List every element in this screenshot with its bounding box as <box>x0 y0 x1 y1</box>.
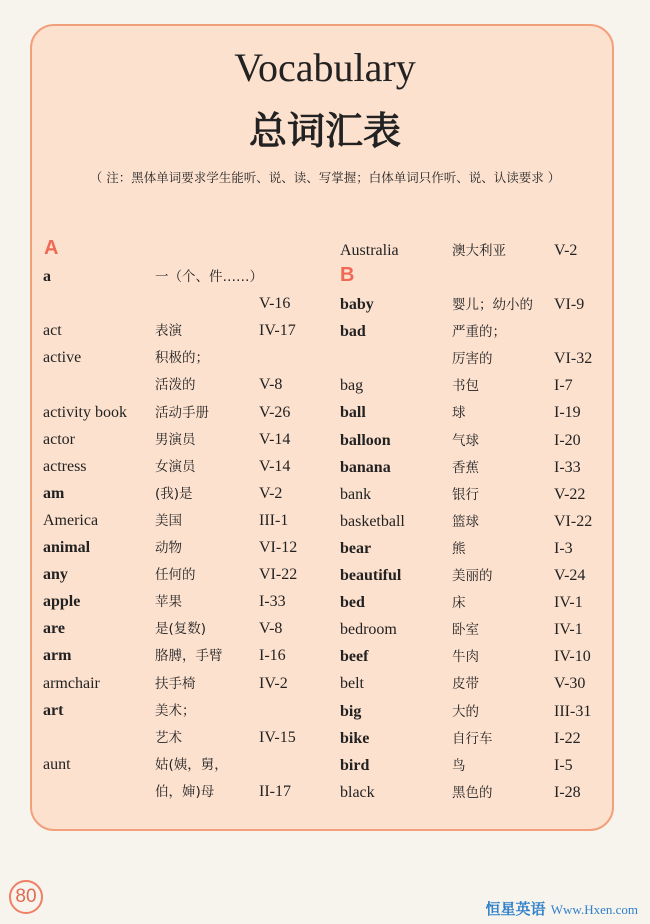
vocab-unit: V-16 <box>259 295 291 313</box>
vocab-meaning: 鸟 <box>452 757 466 774</box>
vocab-meaning: 扶手椅 <box>155 675 196 692</box>
vocab-word: bad <box>340 323 366 341</box>
vocab-word: black <box>340 783 375 801</box>
vocab-word: belt <box>340 675 364 693</box>
vocab-meaning: 婴儿；幼小的 <box>452 297 533 313</box>
vocab-word: act <box>43 322 62 340</box>
vocab-word: apple <box>43 593 81 611</box>
vocab-unit: IV-1 <box>554 621 583 639</box>
vocab-unit: V-2 <box>554 242 578 259</box>
vocab-word: bird <box>340 756 370 774</box>
vocab-meaning: 胳膊，手臂 <box>155 648 223 665</box>
vocab-meaning: 是(复数) <box>155 621 207 638</box>
vocab-unit: I-33 <box>554 458 581 476</box>
site-url: Www.Hxen.com <box>550 902 638 917</box>
vocab-unit: I-33 <box>259 593 286 611</box>
vocab-meaning: 自行车 <box>452 730 493 747</box>
usage-note: （ 注：黑体单词要求学生能听、说、读、写掌握；白体单词只作听、说、认读要求 ） <box>89 170 561 185</box>
vocab-unit: VI-9 <box>554 296 585 313</box>
site-watermark <box>486 898 639 919</box>
vocab-word: America <box>43 511 99 529</box>
vocab-word: bag <box>340 377 364 395</box>
vocab-unit: IV-10 <box>554 648 591 666</box>
vocab-word: actor <box>43 430 75 448</box>
vocab-unit: VI-32 <box>554 350 593 368</box>
vocab-meaning: 书包 <box>452 378 479 395</box>
vocab-unit: V-22 <box>554 485 586 503</box>
vocab-word: art <box>43 701 64 719</box>
vocab-unit: I-3 <box>554 539 573 557</box>
vocab-unit: III-31 <box>554 702 592 720</box>
vocab-meaning: 苹果 <box>155 594 182 611</box>
vocab-word: armchair <box>43 674 100 692</box>
vocab-word: arm <box>43 647 72 665</box>
vocab-word: active <box>43 349 82 367</box>
vocab-meaning: 姑(姨，舅， <box>155 756 228 773</box>
vocab-unit: I-5 <box>554 756 573 774</box>
vocab-unit: V-26 <box>259 403 291 421</box>
section-letter-a: A <box>44 237 59 259</box>
vocab-meaning: (我)是 <box>155 485 193 502</box>
vocab-unit: I-19 <box>554 404 581 422</box>
vocab-unit: V-30 <box>554 675 586 693</box>
vocab-meaning: 女演员 <box>155 458 196 475</box>
vocab-meaning: 球 <box>452 405 466 422</box>
vocab-meaning: 美丽的 <box>452 568 493 584</box>
vocab-unit: VI-12 <box>259 539 298 556</box>
vocab-unit: III-1 <box>259 511 289 529</box>
vocab-meaning: 活动手册 <box>155 404 209 421</box>
vocab-word: banana <box>340 458 391 476</box>
vocab-meaning: 任何的 <box>155 567 196 584</box>
vocab-unit: I-28 <box>554 783 581 801</box>
vocab-unit: I-16 <box>259 647 286 665</box>
vocab-unit: I-7 <box>554 377 573 395</box>
vocab-meaning: 积极的； <box>155 350 209 367</box>
vocab-word: Australia <box>340 242 399 259</box>
vocab-meaning: 篮球 <box>452 513 479 530</box>
vocab-word: balloon <box>340 431 391 449</box>
vocab-word: am <box>43 484 65 502</box>
vocab-meaning: 男演员 <box>155 431 196 448</box>
vocab-word: bedroom <box>340 621 397 639</box>
vocab-word: beautiful <box>340 567 402 584</box>
vocab-meaning: 大的 <box>452 703 479 720</box>
vocab-word: ball <box>340 404 366 422</box>
vocab-unit: V-14 <box>259 430 291 448</box>
vocab-meaning: 床 <box>452 595 466 612</box>
page-number: 80 <box>9 880 43 914</box>
vocab-meaning: 卧室 <box>452 622 479 639</box>
vocab-word: bike <box>340 729 370 747</box>
vocab-word: activity book <box>43 403 127 421</box>
vocab-meaning: 美术； <box>155 702 196 719</box>
vocab-word: bear <box>340 539 372 557</box>
vocab-meaning: 香蕉 <box>452 459 479 476</box>
vocab-unit: V-8 <box>259 620 283 638</box>
vocab-word: any <box>43 566 68 584</box>
vocab-meaning: 美国 <box>155 512 182 529</box>
vocab-unit: V-24 <box>554 567 586 584</box>
vocab-meaning: 伯，婶)母 <box>155 783 215 800</box>
vocab-unit: IV-17 <box>259 322 296 340</box>
vocab-word: baby <box>340 296 374 313</box>
vocab-unit: V-2 <box>259 484 283 502</box>
vocab-word: actress <box>43 457 87 475</box>
vocab-meaning: 厉害的 <box>452 351 493 368</box>
vocab-unit: I-20 <box>554 431 581 449</box>
vocab-meaning: 活泼的 <box>155 377 196 394</box>
vocab-meaning: 黑色的 <box>452 784 493 801</box>
vocab-meaning: 动物 <box>155 540 182 556</box>
vocab-unit: IV-1 <box>554 594 583 612</box>
vocab-word: beef <box>340 648 369 666</box>
vocab-word: bed <box>340 594 365 612</box>
site-name: 恒星英语 <box>485 900 546 918</box>
vocab-unit: V-14 <box>259 457 291 475</box>
vocab-word: basketball <box>340 512 405 530</box>
vocab-meaning: 熊 <box>452 540 466 557</box>
vocab-unit: VI-22 <box>554 512 593 530</box>
vocab-meaning: 澳大利亚 <box>452 243 506 259</box>
page-title: Vocabulary <box>234 45 416 90</box>
vocab-meaning: 严重的； <box>452 324 506 341</box>
vocab-unit: II-17 <box>259 782 291 800</box>
page-subtitle: 总词汇表 <box>248 109 401 153</box>
vocab-unit: V-8 <box>259 376 283 394</box>
vocab-unit: IV-15 <box>259 728 296 746</box>
vocab-word: aunt <box>43 755 71 773</box>
vocab-unit: VI-22 <box>259 566 298 584</box>
vocab-word: are <box>43 620 65 638</box>
vocab-meaning: 艺术 <box>155 729 182 746</box>
vocab-word: a <box>43 268 51 285</box>
vocab-unit: I-22 <box>554 729 581 747</box>
vocab-meaning: 表演 <box>155 323 182 340</box>
vocab-unit: IV-2 <box>259 674 288 692</box>
vocab-word: big <box>340 702 362 720</box>
vocab-meaning: 牛肉 <box>452 649 479 666</box>
vocab-word: bank <box>340 485 372 503</box>
vocab-meaning: 一（个、件……） <box>155 269 263 285</box>
vocab-meaning: 皮带 <box>452 676 479 693</box>
section-letter-b: B <box>340 264 355 286</box>
vocab-meaning: 气球 <box>452 432 479 449</box>
vocab-word: animal <box>43 539 91 556</box>
vocab-meaning: 银行 <box>452 486 479 503</box>
